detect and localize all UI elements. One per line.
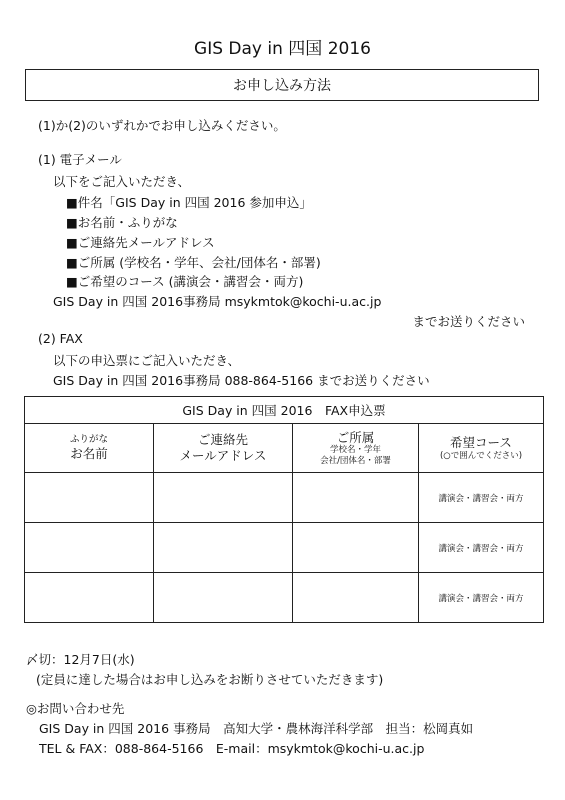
- email-item-name: ■お名前・ふりがな: [66, 215, 178, 230]
- contact-cell[interactable]: [154, 473, 293, 523]
- email-item-subject: ■件名「GIS Day in 四国 2016 参加申込」: [66, 195, 312, 210]
- fax-form-table: [24, 396, 544, 623]
- fax-send-to: GIS Day in 四国 2016事務局 088-864-5166 までお送りください: [53, 373, 430, 388]
- email-item-affiliation: ■ご所属 (学校名・学年、会社/団体名・部署): [66, 255, 321, 270]
- affiliation-cell[interactable]: [293, 573, 419, 623]
- column-header-contact: [154, 424, 293, 473]
- deadline-note: (定員に達した場合はお申し込みをお断りさせていただきます): [36, 672, 384, 687]
- contact-heading: ◎お問い合わせ先: [26, 701, 125, 716]
- column-header-course-note: (○で囲んでください): [439, 450, 523, 461]
- course-options-cell[interactable]: 講演会・講習会・両方: [419, 523, 544, 573]
- contact-cell[interactable]: [154, 523, 293, 573]
- table-row: [25, 523, 544, 573]
- fax-form-title: GIS Day in 四国 2016 FAX申込票: [25, 397, 544, 424]
- intro-text: (1)か(2)のいずれかでお申し込みください。: [38, 118, 286, 133]
- course-options-cell[interactable]: 講演会・講習会・両方: [419, 573, 544, 623]
- affiliation-cell[interactable]: [293, 523, 419, 573]
- column-header-course: [419, 424, 544, 473]
- fax-lead: 以下の申込票にご記入いただき、: [53, 353, 241, 368]
- course-options-cell[interactable]: 講演会・講習会・両方: [419, 473, 544, 523]
- column-header-name: [25, 424, 154, 473]
- deadline: 〆切：12月7日(水): [26, 652, 135, 667]
- column-header-affiliation: [293, 424, 419, 473]
- affiliation-cell[interactable]: [293, 473, 419, 523]
- email-send-to: GIS Day in 四国 2016事務局 msykmtok@kochi-u.ac.jp: [53, 294, 382, 309]
- name-cell[interactable]: [25, 523, 154, 573]
- fax-heading: (2) FAX: [38, 331, 83, 346]
- method-heading-box: [25, 69, 539, 101]
- table-row: [25, 473, 544, 523]
- table-row: [25, 573, 544, 623]
- column-header-contact-label: ご連絡先: [197, 432, 248, 448]
- column-header-affiliation-company: 会社/団体名・部署: [320, 455, 391, 466]
- column-header-furigana: ふりがな: [69, 434, 108, 446]
- column-header-affiliation-school: 学校名・学年: [329, 445, 381, 456]
- method-heading: お申し込み方法: [233, 78, 331, 94]
- email-lead: 以下をご記入いただき、: [53, 174, 191, 189]
- column-header-contact-email: メールアドレス: [179, 448, 267, 463]
- contact-tel-email: TEL & FAX：088-864-5166 E-mail：msykmtok@kochi-u.ac.jp: [39, 741, 425, 756]
- column-header-course-label: 希望コース: [450, 434, 512, 450]
- column-header-name-label: お名前: [70, 446, 108, 462]
- email-send-suffix: までお送りください: [412, 314, 525, 329]
- contact-cell[interactable]: [154, 573, 293, 623]
- column-header-affiliation-label: ご所属: [336, 429, 375, 445]
- contact-office: GIS Day in 四国 2016 事務局 高知大学・農林海洋科学部 担当：松岡真如: [39, 721, 474, 736]
- page-title: GIS Day in 四国 2016: [194, 39, 371, 59]
- name-cell[interactable]: [25, 573, 154, 623]
- email-item-course: ■ご希望のコース (講演会・講習会・両方): [66, 274, 304, 289]
- email-heading: (1) 電子メール: [38, 152, 122, 167]
- email-item-address: ■ご連絡先メールアドレス: [66, 235, 215, 250]
- name-cell[interactable]: [25, 473, 154, 523]
